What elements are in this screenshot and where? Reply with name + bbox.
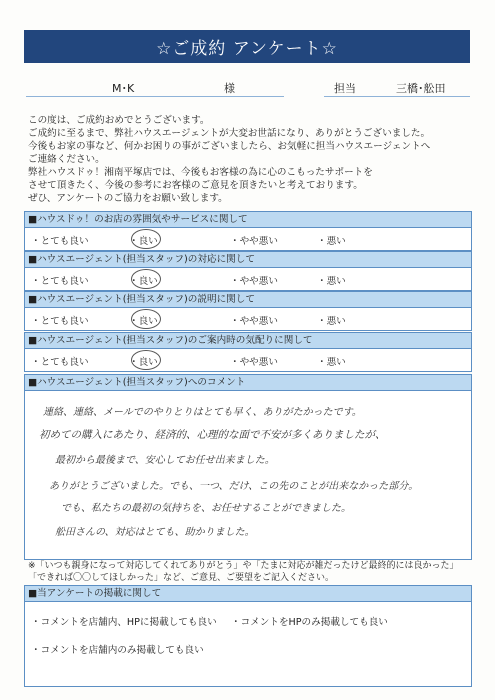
question-title: ■ハウスエージェント(担当スタッフ)のご案内時の気配りに関して	[25, 333, 471, 349]
question-title: ■ハウスエージェント(担当スタッフ)の対応に関して	[25, 252, 471, 268]
option-very-good[interactable]: ・とても良い	[31, 316, 89, 327]
comment-line: 最初から最後まで、安心してお任せ出来ました。	[55, 455, 275, 466]
intro-line: 弊社ハウスドゥ！湘南平塚店では、今後もお客様の為に心のこもったサポートを	[28, 167, 373, 178]
intro-line: ぜひ、アンケートのご協力をお願い致します。	[28, 193, 228, 204]
option-somewhat-bad[interactable]: ・やや悪い	[230, 357, 278, 368]
option-good[interactable]: ・良い	[129, 276, 158, 287]
option-very-good[interactable]: ・とても良い	[31, 236, 89, 247]
rating-options	[25, 268, 471, 290]
publish-title: ■当アンケートの掲載に関して	[25, 586, 471, 602]
staff-label: 担当	[334, 82, 356, 95]
option-somewhat-bad[interactable]: ・やや悪い	[230, 236, 278, 247]
comment-note	[28, 560, 468, 584]
honorific: 様	[224, 82, 235, 95]
selection-circle	[131, 229, 161, 249]
staff-names: 三橋･舩田	[396, 82, 446, 95]
note-line: ※「いつも親身になって対応してくれてありがとう」や「たまに対応が雑だったけど最終的には良かった」	[28, 561, 459, 571]
comment-title: ■ハウスエージェント(担当スタッフ)へのコメント	[25, 375, 471, 391]
option-store-and-hp[interactable]: ・コメントを店舗内、HPに掲載しても良い	[31, 617, 217, 628]
option-somewhat-bad[interactable]: ・やや悪い	[230, 276, 278, 287]
comment-section	[24, 374, 472, 560]
option-very-good[interactable]: ・とても良い	[31, 357, 89, 368]
question-agent-response	[24, 251, 472, 291]
publish-section	[24, 585, 472, 687]
question-title: ■ハウスエージェント(担当スタッフ)の説明に関して	[25, 292, 471, 308]
comment-line: 連絡、連絡、メールでのやりとりはとても早く、ありがたかったです。	[43, 407, 362, 418]
staff-underline	[324, 96, 470, 97]
comment-line: でも、私たちの最初の気持ちを、お任せすることができました。	[61, 503, 351, 514]
intro-line: ご成約に至るまで、弊社ハウスエージェントが大変お世話になり、ありがとうございました。	[28, 128, 431, 139]
intro-line: させて頂きたく、今後の参考にお客様のご意見を頂きたいと考えております。	[28, 180, 363, 191]
option-good[interactable]: ・良い	[129, 316, 158, 327]
customer-row	[26, 76, 470, 98]
option-store-only[interactable]: ・コメントを店舗内のみ掲載しても良い	[31, 645, 204, 656]
publish-row	[25, 608, 471, 630]
selection-circle	[131, 269, 161, 289]
rating-options	[25, 308, 471, 330]
publish-row	[25, 636, 471, 658]
question-store-service	[24, 211, 472, 251]
intro-line: この度は、ご成約おめでとうございます。	[28, 115, 210, 126]
option-bad[interactable]: ・悪い	[317, 316, 346, 327]
comment-area[interactable]	[25, 391, 471, 559]
option-bad[interactable]: ・悪い	[317, 236, 346, 247]
option-bad[interactable]: ・悪い	[317, 357, 346, 368]
name-underline	[26, 96, 284, 97]
note-line: 「できれば〇〇してほしかった」など、ご意見、ご要望をご記入ください。	[28, 573, 335, 583]
option-very-good[interactable]: ・とても良い	[31, 276, 89, 287]
intro-text	[28, 114, 468, 205]
comment-line: 初めての購入にあたり、経済的、心理的な面で不安が多くありましたが、	[39, 429, 386, 441]
customer-name: M･K	[112, 82, 135, 95]
intro-line: 今後もお家の事など、何かお困りの事がございましたら、お気軽に担当ハウスエージェントへ	[28, 141, 431, 152]
option-good[interactable]: ・良い	[129, 357, 158, 368]
selection-circle	[131, 350, 161, 370]
selection-circle	[131, 309, 161, 329]
question-agent-explanation	[24, 291, 472, 331]
option-somewhat-bad[interactable]: ・やや悪い	[230, 316, 278, 327]
comment-line: 舩田さんの、対応はとても、助かりました。	[55, 527, 255, 538]
survey-title: ☆ご成約 アンケート☆	[24, 30, 470, 63]
question-title: ■ハウスドゥ！のお店の雰囲気やサービスに関して	[25, 212, 471, 228]
rating-options	[25, 228, 471, 250]
rating-options	[25, 349, 471, 371]
comment-line: ありがとうございました。でも、一つ、だけ、この先のことが出来なかった部分。	[49, 481, 419, 492]
option-bad[interactable]: ・悪い	[317, 276, 346, 287]
option-hp-only[interactable]: ・コメントをHPのみ掲載しても良い	[231, 617, 388, 628]
option-good[interactable]: ・良い	[129, 236, 158, 247]
intro-line: ご連絡ください。	[28, 154, 105, 165]
question-agent-consideration	[24, 332, 472, 372]
